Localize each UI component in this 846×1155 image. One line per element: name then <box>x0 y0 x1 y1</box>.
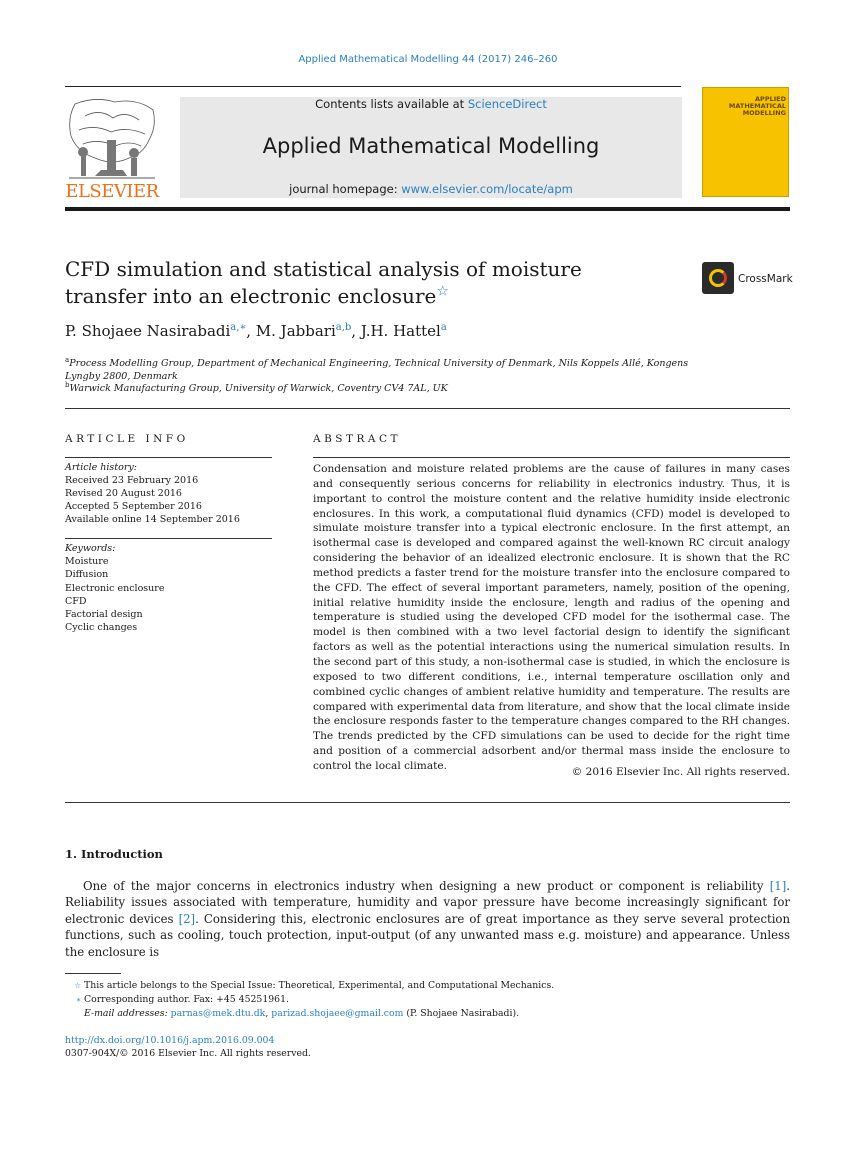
email-suffix: (P. Shojaee Nasirabadi). <box>403 1008 520 1019</box>
history-accepted: Accepted 5 September 2016 <box>65 501 202 512</box>
footnote-star-mark: ☆ <box>74 981 81 990</box>
crossmark-ring-icon <box>709 269 727 287</box>
crossmark-label[interactable]: CrossMark <box>738 273 793 285</box>
abstract-copyright: © 2016 Elsevier Inc. All rights reserved. <box>571 766 790 778</box>
history-received: Received 23 February 2016 <box>65 475 199 486</box>
footnote-star-text: This article belongs to the Special Issue: Theoretical, Experimental, and Computational Mechanics. <box>84 980 555 991</box>
intro-text-part: One of the major concerns in electronics industry when designing a new product or component is reliability <box>83 879 770 893</box>
contents-prefix: Contents lists available at <box>315 97 468 111</box>
email-link-2[interactable]: parizad.shojaee@gmail.com <box>271 1008 404 1019</box>
article-info-heading: ARTICLE INFO <box>65 433 189 445</box>
author-affiliation-mark[interactable]: a <box>440 322 447 333</box>
keywords-label: Keywords: <box>65 543 116 554</box>
keywords-rule <box>65 538 272 539</box>
intro-text-part: . Reliability issues associated with temperature, humidity and vapor pressure have become increasingly significant for electronic devices <box>65 879 790 926</box>
footnote-rule <box>65 973 121 974</box>
intro-paragraph <box>65 878 790 960</box>
article-info-rule <box>65 457 272 458</box>
affiliation-a-text: Process Modelling Group, Department of Mechanical Engineering, Technical University of Denmark, Nils Koppels Allé, Kongens Lyngby 2800, Denmark <box>65 358 689 383</box>
author-separator: , <box>246 322 256 340</box>
email-separator: , <box>265 1008 272 1019</box>
abstract-end-rule <box>65 802 790 803</box>
header-rule <box>65 86 681 87</box>
affiliation-a-mark: a <box>65 356 70 364</box>
history-revised: Revised 20 August 2016 <box>65 488 182 499</box>
email-link-1[interactable]: parnas@mek.dtu.dk <box>170 1008 266 1019</box>
history-online: Available online 14 September 2016 <box>65 514 240 525</box>
affiliation-a <box>65 354 705 383</box>
abstract-text: Condensation and moisture related problems are the cause of failures in many cases and consequently serious concerns for reliability in electronics industry. Thus, it is important to control the moisture content and the relative humidity inside electronic enclosures. In this work, a computational fluid dynamics (CFD) model is developed to simulate moisture transfer into a typical electronic enclosure. In the first attempt, an isothermal case is developed and compared against the well-known RC circuit analogy considering the behavior of an idealized electronic enclosure. It is shown that the RC method predicts a faster trend for the moisture transfer into the enclosure compared to the CFD. The effect of several important parameters, namely, position of the opening, initial relative humidity inside the enclosure, length and radius of the opening and temperature is studied using the developed CFD model for the isothermal case. The model is then combined with a two level factorial design to identify the significant factors as well as the potential interactions using the numerical simulation results. In the second part of this study, a non-isothermal case is studied, in which the enclosure is exposed to two different conditions, i.e., internal temperature oscillation only and combined cyclic changes of ambient relative humidity and temperature. The results are compared with experimental data from literature, and show that the local climate inside the enclosure responds faster to the temperature changes compared to the RH changes. The trends predicted by the CFD simulations can be used to decide for the right time and position of a commercial adsorbent and/or thermal mass inside the enclosure to control the local climate. <box>313 463 790 772</box>
contents-line <box>180 97 682 111</box>
homepage-line <box>180 182 682 196</box>
keyword-item: Moisture <box>65 556 109 567</box>
sciencedirect-link[interactable]: ScienceDirect <box>467 97 547 111</box>
section-heading: 1. Introduction <box>65 847 163 861</box>
keyword-item: Diffusion <box>65 569 109 580</box>
reference-link-1[interactable]: [1] <box>769 879 787 893</box>
author-affiliation-mark[interactable]: a,b <box>335 322 352 333</box>
history-label: Article history: <box>65 462 137 473</box>
footnote-emails <box>84 1008 519 1019</box>
author-name: P. Shojaee Nasirabadi <box>65 322 231 340</box>
affiliation-rule <box>65 408 790 409</box>
issn-copyright: 0307-904X/© 2016 Elsevier Inc. All rights reserved. <box>65 1048 311 1059</box>
author-separator: , <box>351 322 361 340</box>
intro-text-part: . Considering this, electronic enclosures are of great importance as they serve several protection functions, such as cooling, touch protection, input-output (of any unwanted mass e.g. moisture) and appearance. Unless the enclosure is <box>65 911 790 959</box>
keyword-item: CFD <box>65 596 87 607</box>
footnote-corresponding <box>65 994 289 1005</box>
affiliation-b-mark: b <box>65 381 70 389</box>
author-name: M. Jabbari <box>255 322 336 340</box>
doi-link[interactable]: http://dx.doi.org/10.1016/j.apm.2016.09.004 <box>65 1035 275 1046</box>
cover-title: APPLIED MATHEMATICAL MODELLING <box>728 95 786 117</box>
abstract-rule <box>313 457 790 458</box>
footnote-corr-mark: ∗ <box>75 995 81 1004</box>
keyword-item: Cyclic changes <box>65 622 138 633</box>
title-footnote-star[interactable]: ☆ <box>436 283 449 300</box>
footnote-corr-text: Corresponding author. Fax: +45 45251961. <box>84 994 289 1005</box>
journal-citation[interactable]: Applied Mathematical Modelling 44 (2017) 246–260 <box>298 54 558 65</box>
journal-title: Applied Mathematical Modelling <box>262 134 600 158</box>
homepage-prefix: journal homepage: <box>289 182 402 196</box>
homepage-link[interactable]: www.elsevier.com/locate/apm <box>401 182 573 196</box>
author-name: J.H. Hattel <box>360 322 441 340</box>
affiliation-b <box>65 381 448 394</box>
author-list <box>65 322 447 340</box>
article-title-text: CFD simulation and statistical analysis of moisture transfer into an electronic enclosure <box>65 257 582 308</box>
abstract-heading: ABSTRACT <box>313 433 402 445</box>
affiliation-b-text: Warwick Manufacturing Group, University of Warwick, Coventry CV4 7AL, UK <box>69 383 448 395</box>
reference-link-2[interactable]: [2] <box>178 911 196 926</box>
header-thick-rule <box>65 207 790 211</box>
keyword-item: Factorial design <box>65 609 143 620</box>
footnote-special-issue <box>65 980 554 991</box>
email-label: E-mail addresses: <box>84 1008 171 1019</box>
elsevier-wordmark: ELSEVIER <box>65 181 159 202</box>
author-affiliation-mark[interactable]: a,∗ <box>230 322 247 333</box>
article-title <box>65 256 665 310</box>
keyword-item: Electronic enclosure <box>65 583 165 594</box>
